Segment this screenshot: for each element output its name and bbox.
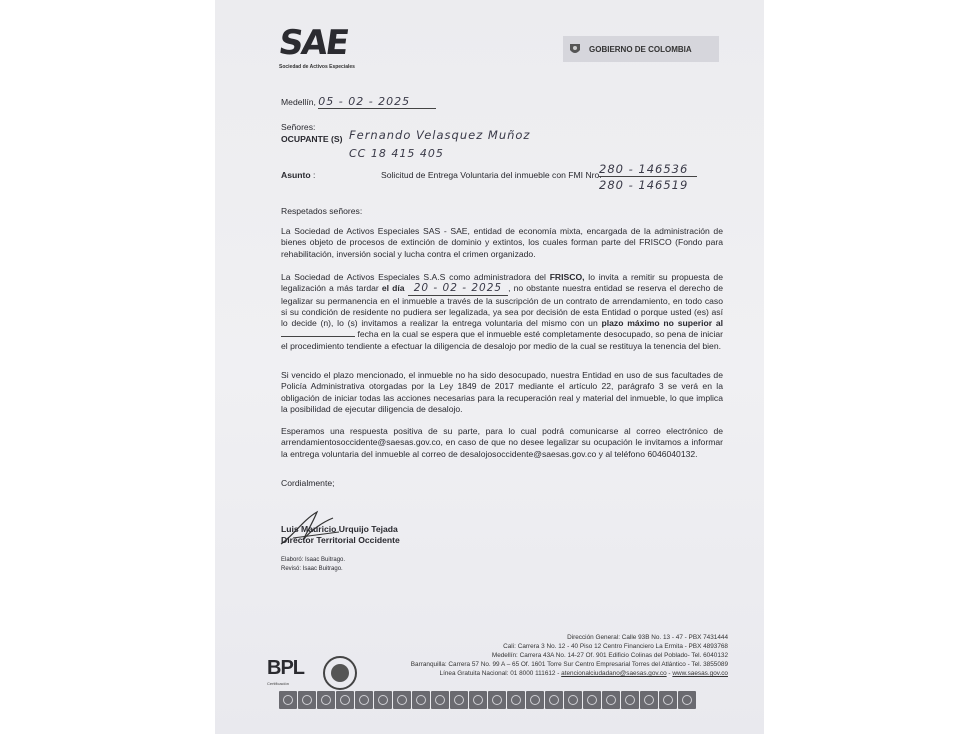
- date-line: [281, 96, 436, 109]
- elaborated-by: Elaboró: Isaac Buitrago.: [281, 557, 346, 563]
- flower-icon: [393, 691, 411, 709]
- p2-el-dia: el día: [381, 283, 405, 294]
- paragraph-2: [281, 272, 723, 352]
- graduation-icon: [355, 691, 373, 709]
- city-icon: [583, 691, 601, 709]
- government-badge: [563, 36, 719, 62]
- footer-separator: -: [666, 670, 673, 677]
- tractor-icon: [545, 691, 563, 709]
- windmill-icon: [469, 691, 487, 709]
- subject-separator: :: [313, 170, 316, 180]
- handwritten-fmi-1: 280 - 146536: [599, 164, 697, 177]
- paragraph-3-text: Si vencido el plazo mencionado, el inmueble no ha sido desocupado, nuestra Entidad en uso de sus facultades de Policía Administrativa otorgadas por la Ley 1849 de 2017 mediante el artículo 22, parágrafo 3 se verá en la obligación de iniciar todas las acciones necesarias para la recuperación real y material del inmueble, lo que implica la posibilidad de ejecutar diligencia de desalojo.: [281, 370, 723, 414]
- people-icon: [298, 691, 316, 709]
- footer-line-3: Medellín: Carrera 43A No. 14-27 Of. 901 Edificio Colinas del Poblado- Tel. 6040132: [491, 652, 728, 659]
- handwritten-deadline-date: 20 - 02 - 2025: [408, 283, 508, 295]
- handwritten-date: 05 - 02 - 2025: [318, 96, 436, 109]
- hands-icon: [336, 691, 354, 709]
- sun-icon: [317, 691, 335, 709]
- tower-icon: [640, 691, 658, 709]
- footer-line-5: [348, 669, 728, 678]
- paragraph-2-text: [281, 272, 723, 352]
- footer-line-2: Cali: Carrera 3 No. 12 - 40 Piso 12 Centro Financiero La Ermita - PBX 4893768: [503, 643, 728, 650]
- footer-line-4: Barranquilla: Carrera 57 No. 99 A – 65 Of. 1601 Torre Sur Centro Empresarial Torres del Atlántico - Tel. 3855089: [410, 661, 728, 668]
- building-icon: [488, 691, 506, 709]
- paragraph-4: [281, 426, 723, 460]
- factory-icon: [526, 691, 544, 709]
- handwritten-fmi-2: 280 - 146519: [599, 178, 689, 192]
- subject-label: Asunto: [281, 170, 311, 180]
- government-label: GOBIERNO DE COLOMBIA: [589, 44, 692, 54]
- subject-text: Solicitud de Entrega Voluntaria del inmueble con FMI Nro.: [381, 170, 602, 180]
- p2-frisco: FRISCO,: [549, 272, 585, 282]
- leaf-icon: [412, 691, 430, 709]
- greeting: Respetados señores:: [281, 206, 363, 216]
- corn-icon: [450, 691, 468, 709]
- plant-icon: [374, 691, 392, 709]
- footer-line-1: Dirección General: Calle 93B No. 13 - 47 - PBX 7431444: [567, 634, 728, 641]
- cow-icon: [602, 691, 620, 709]
- footer-email-link[interactable]: atencionalciudadano@saesas.gov.co: [561, 670, 667, 677]
- p2-part-g: fecha en la cual se espera que el inmueble esté completamente desocupado, so pena de iniciar el procedimiento tendiente a efectuar la diligencia de desalojo por medio de la cual se restituya la tenencia del bien.: [281, 329, 723, 351]
- paragraph-1: [281, 226, 723, 260]
- sae-logo: [276, 23, 369, 70]
- paragraph-3: [281, 370, 723, 415]
- map-icon: [279, 691, 297, 709]
- coat-of-arms-icon: [569, 42, 581, 56]
- signer-name: Luis Mauricio Urquijo Tejada: [281, 524, 398, 534]
- p2-part-e: , no obstante nuestra entidad se reserva el derecho de legalizar su permanencia en el inmueble a través de la suscripción de un contrato de arrendamiento, en todo caso si su condición de residente no pudiera ser legalizada, ya sea por decisión de esta Entidad o porque usted (es) así lo decide (n), lo (s) invitamos a realizar la entrega voluntaria del mismo con un: [281, 283, 723, 329]
- bpl-logo: BPL: [267, 657, 304, 679]
- church-icon: [659, 691, 677, 709]
- handwritten-recipient-id: CC 18 415 405: [349, 147, 444, 160]
- paragraph-4-text: Esperamos una respuesta positiva de su parte, para lo cual podrá comunicarse al correo electrónico de arrendamientosoccidente@saesas.gov.co, en caso de que no desee legalizar su ocupación le invitamos a informar la entrega voluntaria del inmueble al correo de desalojosoccidente@saesas.gov.co y al teléfono 6046040132.: [281, 426, 723, 459]
- letter-page: [215, 0, 764, 734]
- salutation-label: Señores:: [281, 122, 316, 132]
- p2-part-a: La Sociedad de Activos Especiales S.A.S como administradora del: [281, 272, 550, 282]
- p2-plazo: plazo máximo no superior al: [601, 318, 723, 329]
- reviewed-by: Revisó: Isaac Buitrago.: [281, 566, 343, 572]
- sae-logo-mark: SAE: [276, 23, 350, 63]
- avocado-icon: [431, 691, 449, 709]
- footer-addresses: [348, 633, 728, 678]
- footer-icon-strip: [279, 691, 696, 709]
- footer-hotline: Línea Gratuita Nacional: 01 8000 111612 -: [439, 670, 562, 677]
- p2-part-c: lo invita a remitir su propuesta de legalización a más tardar: [281, 272, 723, 294]
- store-icon: [507, 691, 525, 709]
- globe-icon: [678, 691, 696, 709]
- signer-title: Director Territorial Occidente: [281, 535, 400, 545]
- sae-logo-subtitle: Sociedad de Activos Especiales: [279, 64, 355, 70]
- recipient-label: OCUPANTE (S): [281, 134, 343, 144]
- certification-seal-icon: [323, 656, 357, 690]
- bpl-subtitle: Certificación: [267, 681, 290, 686]
- paragraph-1-text: La Sociedad de Activos Especiales SAS - SAE, entidad de economía mixta, encargada de la administración de bienes objeto de procesos de extinción de dominio y extintos, los cuales forman parte del FRISCO (Fondo para rehabilitación, inversión social y lucha contra el crimen organizado.: [281, 226, 723, 259]
- city-label: Medellín,: [281, 97, 316, 107]
- footer-website-link[interactable]: www.saesas.gov.co: [672, 670, 728, 677]
- blank-line: [281, 336, 355, 337]
- closing: Cordialmente;: [281, 478, 335, 488]
- handwritten-recipient-name: Fernando Velasquez Muñoz: [349, 128, 531, 142]
- cart-icon: [621, 691, 639, 709]
- house-icon: [564, 691, 582, 709]
